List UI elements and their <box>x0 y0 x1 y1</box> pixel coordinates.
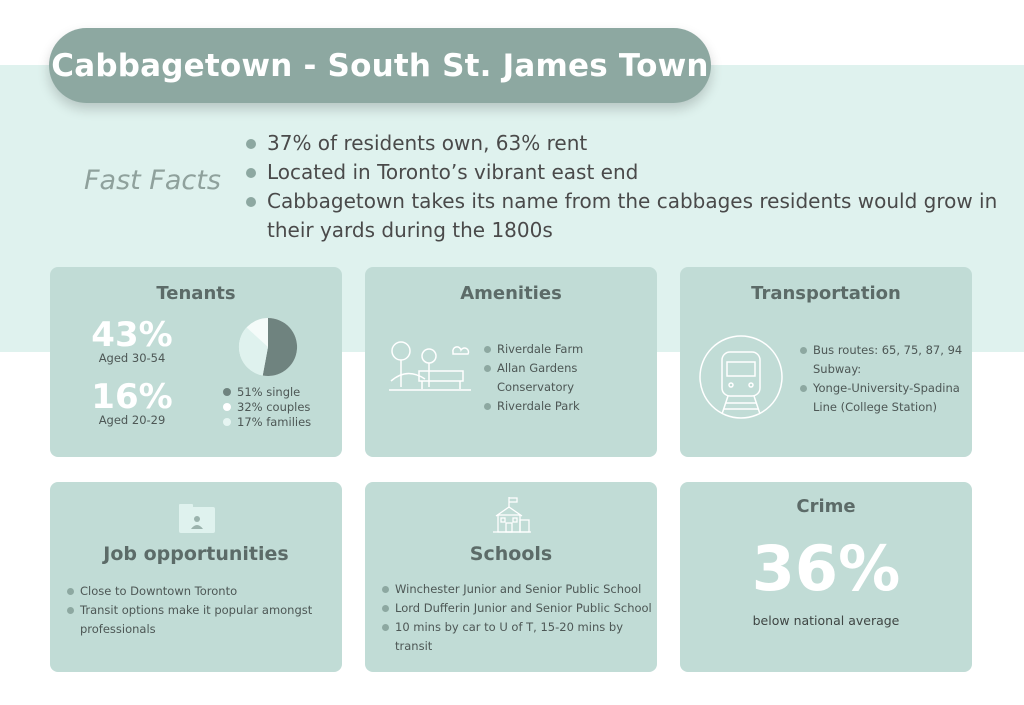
legend-label: 51% single <box>237 384 301 399</box>
household-pie-chart <box>238 317 298 377</box>
list-item: Allan Gardens Conservatory <box>484 359 657 397</box>
list-item: Riverdale Farm <box>484 340 657 359</box>
stat-label: Aged 30-54 <box>98 351 166 365</box>
legend-swatch-families <box>223 418 231 426</box>
list-item: Transit options make it popular amongst professionals <box>67 601 317 639</box>
jobs-card <box>50 482 342 672</box>
transportation-list <box>800 341 965 417</box>
tenants-card <box>50 267 342 457</box>
list-item: Yonge-University-Spadina Line (College Station) <box>800 379 965 417</box>
tenants-title: Tenants <box>156 283 236 304</box>
title-banner <box>49 28 711 103</box>
subway-label: Subway: <box>813 362 862 376</box>
pie-legend <box>223 384 311 429</box>
bus-list <box>800 341 965 360</box>
fast-fact-item: 37% of residents own, 63% rent <box>242 129 1012 158</box>
stat-label: Aged 20-29 <box>98 413 166 427</box>
amenities-card <box>365 267 657 457</box>
transportation-card <box>680 267 972 457</box>
school-icon <box>492 496 532 534</box>
list-item: Bus routes: 65, 75, 87, 94 <box>800 341 965 360</box>
park-icon <box>387 335 473 395</box>
fast-facts-label: Fast Facts <box>84 165 221 196</box>
schools-card <box>365 482 657 672</box>
briefcase-icon <box>178 502 216 534</box>
crime-value: 36% <box>751 532 901 605</box>
legend-item <box>223 384 311 399</box>
stat-age-30-54 <box>87 317 177 365</box>
legend-label: 17% families <box>237 414 312 429</box>
amenities-list <box>484 340 657 416</box>
list-item: 10 mins by car to U of T, 15-20 mins by transit <box>382 618 652 656</box>
schools-list <box>382 580 652 656</box>
jobs-title: Job opportunities <box>103 543 289 565</box>
amenities-title: Amenities <box>460 283 562 304</box>
stat-age-20-29 <box>87 379 177 427</box>
list-item: Winchester Junior and Senior Public School <box>382 580 652 599</box>
list-item: Close to Downtown Toronto <box>67 582 317 601</box>
stat-value: 43% <box>91 315 173 355</box>
legend-swatch-couples <box>223 403 231 411</box>
schools-title: Schools <box>469 543 553 565</box>
fast-facts-list <box>242 129 1012 245</box>
subway-list <box>800 379 965 417</box>
stat-value: 16% <box>91 377 173 417</box>
legend-swatch-single <box>223 388 231 396</box>
fast-fact-item: Cabbagetown takes its name from the cabbages residents would grow in their yards during the 1800s <box>242 187 1012 245</box>
list-item: Riverdale Park <box>484 397 657 416</box>
transportation-title: Transportation <box>751 283 901 304</box>
fast-fact-item: Located in Toronto’s vibrant east end <box>242 158 1012 187</box>
list-item: Lord Dufferin Junior and Senior Public School <box>382 599 652 618</box>
legend-item <box>223 399 311 414</box>
crime-title: Crime <box>796 496 856 517</box>
page-title: Cabbagetown - South St. James Town <box>51 47 709 84</box>
legend-label: 32% couples <box>237 399 311 414</box>
train-icon <box>698 334 784 420</box>
legend-item <box>223 414 311 429</box>
crime-label: below national average <box>752 613 900 628</box>
jobs-list <box>67 582 317 639</box>
crime-card <box>680 482 972 672</box>
